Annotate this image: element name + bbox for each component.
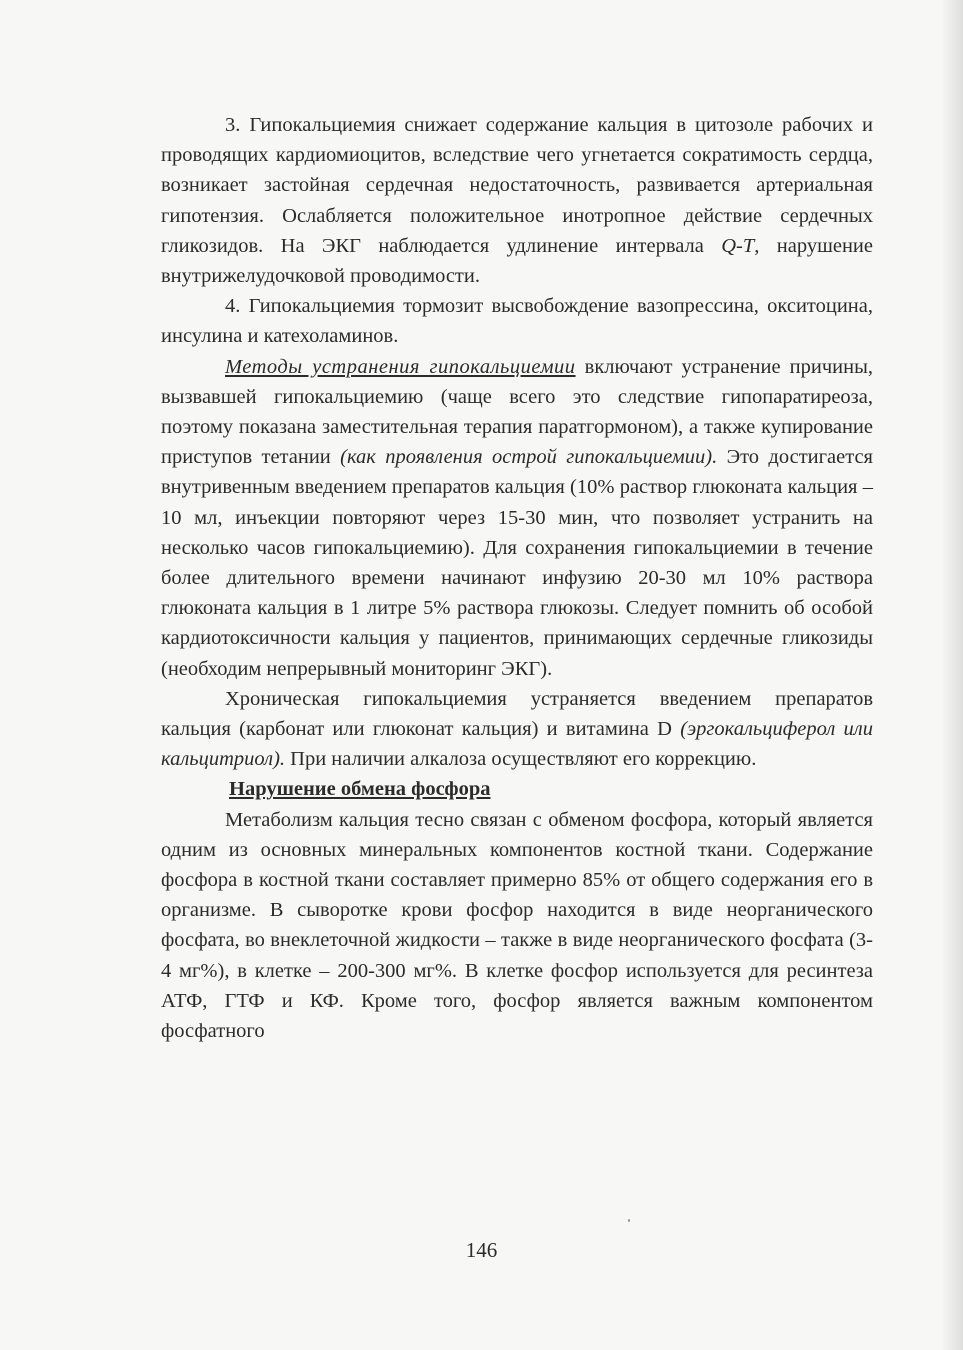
- paragraph-text: Хроническая гипокальциемия устраняется введением препаратов кальция (карбонат или глюконат кальция) и витамина D: [161, 687, 873, 741]
- paragraph-text: включают устранение причины, вызвавшей гипокальциемию (чаще всего это следствие гипопаратиреоза, поэтому показана заместительная терапия паратгормоном), а также купирование приступов тетании: [161, 355, 873, 469]
- paragraph-hypocalcemia-heart: [161, 110, 873, 291]
- paragraph-text-end: Это достигается внутривенным введением препаратов кальция (10% раствор глюконата кальция – 10 мл, инъекции повторяют через 15-30 мин, что позволяет устранить на несколько часов гипокальциемию). Для сохранения гипокальциемии в течение более длительного времени начинают инфузию 20-30 мл 10% раствора глюконата кальция в 1 литре 5% раствора глюкозы. Следует помнить об особой кардиотоксичности кальция у пациентов, принимающих сердечные гликозиды (необходим непрерывный мониторинг ЭКГ).: [161, 446, 873, 680]
- page-number: 146: [465, 1238, 498, 1262]
- scan-speck: [628, 1219, 630, 1222]
- qt-interval: Q-T: [721, 234, 755, 257]
- page-edge-shadow: [941, 0, 963, 1350]
- paragraph-text-end: , нарушение внутрижелудочковой проводимости.: [161, 234, 873, 288]
- paragraph-text: 3. Гипокальциемия снижает содержание кальция в цитозоле рабочих и проводящих кардиомиоцитов, вследствие чего угнетается сократимость сердца, возникает застойная сердечная недостаточность, развивается артериальная гипотензия. Ослабляется положительное инотропное действие сердечных гликозидов. На ЭКГ наблюдается удлинение интервала: [161, 114, 873, 257]
- paragraph-treatment-methods: [161, 352, 873, 684]
- paragraph-phosphorus: Метаболизм кальция тесно связан с обменом фосфора, который является одним из основных минеральных компонентов костной ткани. Содержание фосфора в костной ткани составляет примерно 85% от общего содержания его в организме. В сыворотке крови фосфор находится в виде неорганического фосфата, во внеклеточной жидкости – также в виде неорганического фосфата (3-4 мг%), в клетке – 200-300 мг%. В клетке фосфор используется для ресинтеза АТФ, ГТФ и КФ. Кроме того, фосфор является важным компонентом фосфатного: [161, 808, 873, 1043]
- paragraph-hormones: [161, 291, 873, 351]
- paragraph-chronic-hypocalcemia: [161, 684, 873, 775]
- section-heading: [161, 774, 873, 804]
- body-text: [161, 110, 873, 1046]
- paragraph-italic: (эргокальциферол или кальцитриол).: [161, 718, 873, 771]
- paragraph-italic: (как проявления острой гипокальциемии).: [340, 446, 718, 469]
- section-heading-text: Нарушение обмена фосфора: [229, 778, 491, 801]
- paragraph-text-end: При наличии алкалоза осуществляют его коррекцию.: [285, 748, 757, 771]
- treatment-methods-lead: Методы устранения гипокальциемии: [225, 355, 576, 378]
- paragraph-text: 4. Гипокальциемия тормозит высвобождение вазопрессина, окситоцина, инсулина и катехоламинов.: [161, 295, 873, 348]
